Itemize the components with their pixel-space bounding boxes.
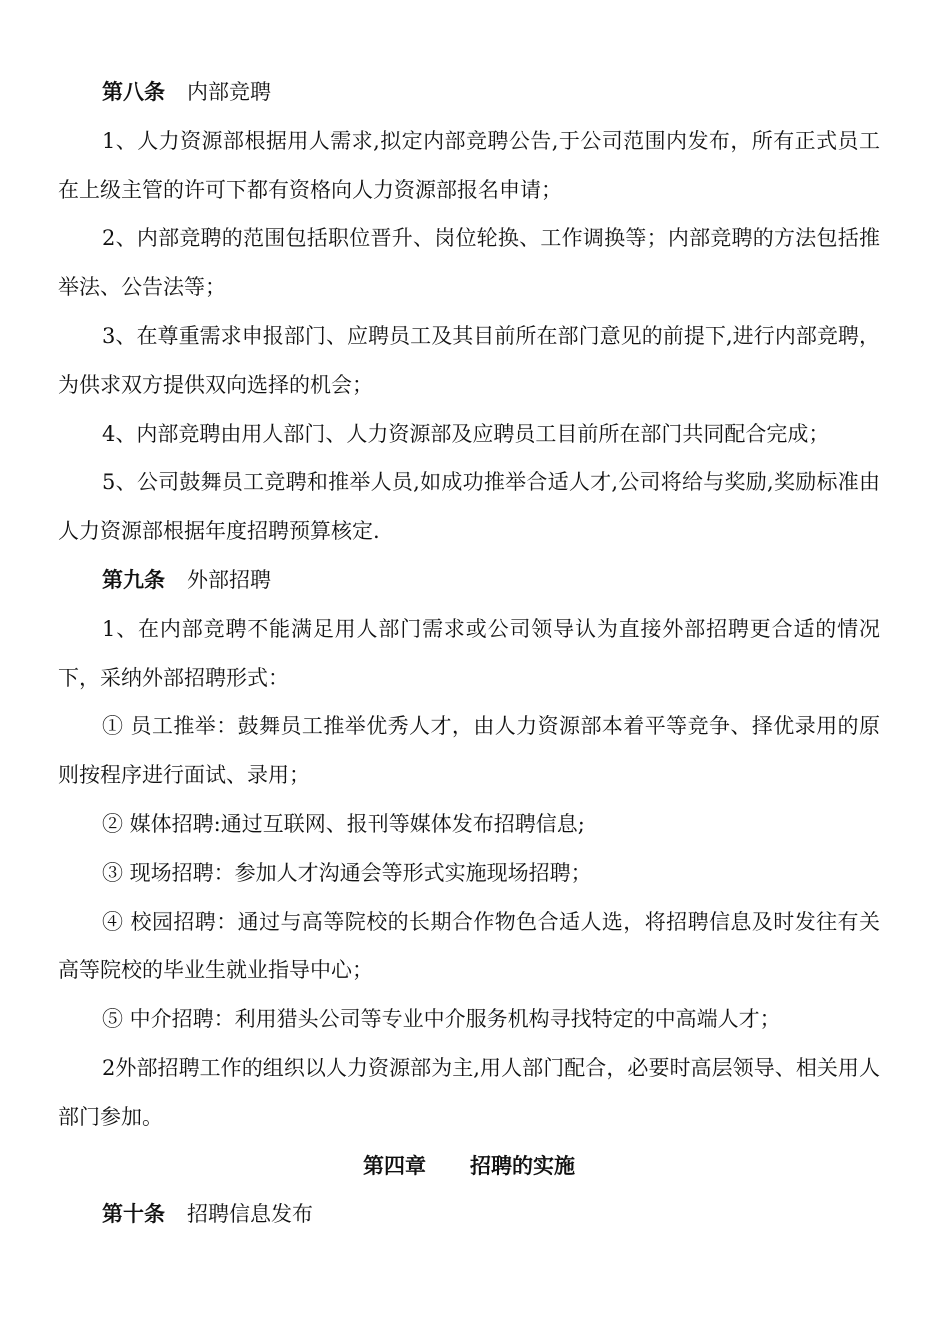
paragraph: 3、在尊重需求申报部门、应聘员工及其目前所在部门意见的前提下,进行内部竞聘，为供求双方提供双向选择的机会；: [58, 323, 880, 397]
paragraph: 2外部招聘工作的组织以人力资源部为主,用人部门配合，必要时高层领导、相关用人部门参加。: [58, 1055, 880, 1129]
article-heading: [58, 556, 880, 605]
chapter-number: 第四章: [363, 1153, 426, 1178]
article-number: 第八条: [102, 80, 165, 104]
list-item: ③ 现场招聘：参加人才沟通会等形式实施现场招聘；: [102, 860, 592, 885]
article-title: 内部竞聘: [187, 80, 271, 104]
paragraph: 2、内部竞聘的范围包括职位晋升、岗位轮换、工作调换等；内部竞聘的方法包括推举法、公告法等；: [58, 226, 880, 300]
article-number: 第十条: [102, 1202, 165, 1227]
document-body: [58, 68, 880, 1239]
article-number: 第九条: [102, 567, 165, 592]
article-title: 招聘信息发布: [187, 1202, 313, 1227]
chapter-title: 招聘的实施: [470, 1153, 575, 1178]
paragraph: 1、在内部竞聘不能满足用人部门需求或公司领导认为直接外部招聘更合适的情况下，采纳外部招聘形式：: [58, 616, 880, 690]
paragraph: 1、人力资源部根据用人需求,拟定内部竞聘公告,于公司范围内发布，所有正式员工在上级主管的许可下都有资格向人力资源部报名申请；: [58, 128, 880, 202]
paragraph: 5、公司鼓舞员工竞聘和推举人员,如成功推举合适人才,公司将给与奖励,奖励标准由人力资源部根据年度招聘预算核定.: [58, 470, 880, 544]
list-item: ⑤ 中介招聘：利用猎头公司等专业中介服务机构寻找特定的中高端人才；: [102, 1007, 781, 1032]
list-item: ① 员工推举：鼓舞员工推举优秀人才，由人力资源部本着平等竞争、择优录用的原则按程序进行面试、录用；: [58, 714, 880, 788]
paragraph: 4、内部竞聘由用人部门、人力资源部及应聘员工目前所在部门共同配合完成；: [102, 421, 830, 446]
chapter-heading: [58, 1142, 880, 1191]
list-item: ② 媒体招聘:通过互联网、报刊等媒体发布招聘信息;: [102, 811, 585, 836]
article-heading: [58, 68, 880, 117]
article-title: 外部招聘: [187, 567, 271, 592]
article-heading: [58, 1190, 880, 1239]
list-item: ④ 校园招聘：通过与高等院校的长期合作物色合适人选，将招聘信息及时发往有关高等院校的毕业生就业指导中心；: [58, 909, 880, 983]
